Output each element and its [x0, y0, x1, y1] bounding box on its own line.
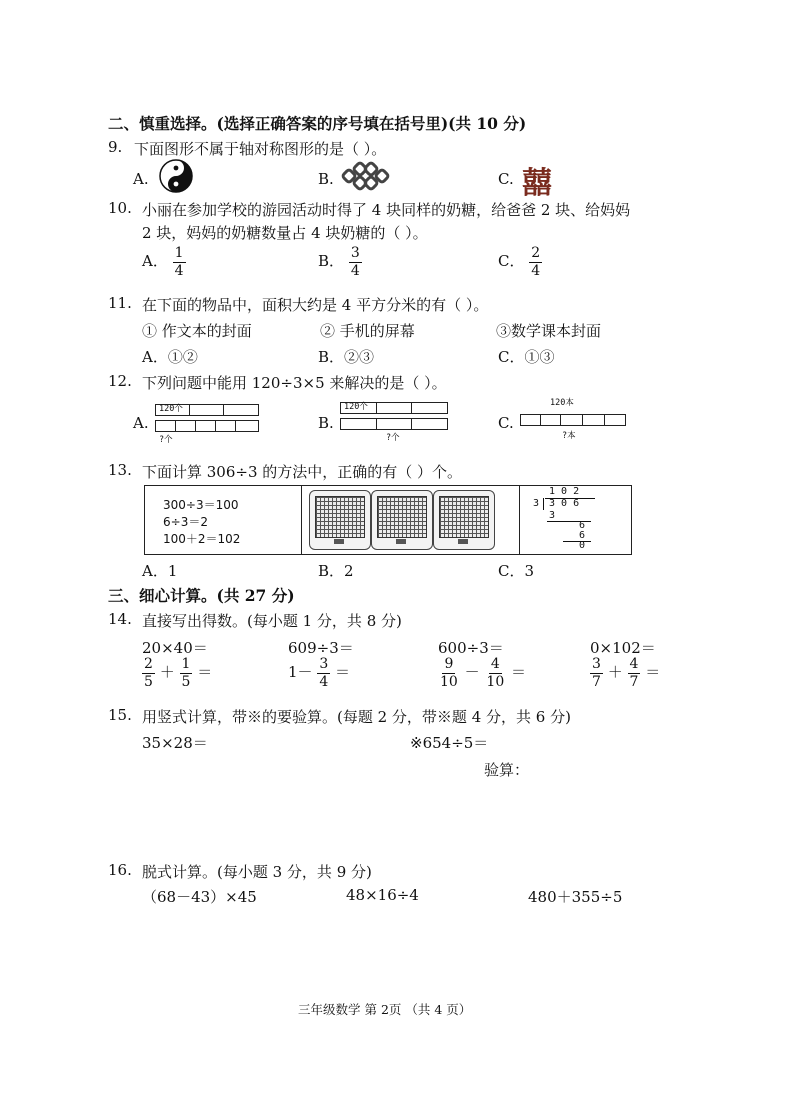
q14-expr-3: 600÷3＝ [438, 639, 504, 657]
q12-option-c-label: C. [498, 414, 514, 432]
q11-item-3: ③数学课本封面 [496, 322, 602, 340]
method-1-line-2: 6÷3＝2 [163, 515, 208, 529]
fraction: $\frac{2}{4}$ [531, 245, 541, 279]
long-division: 1 0 2 3 3 0 6 3 6 6 0 [527, 486, 627, 552]
q12-text: 下列问题中能用 120÷3×5 来解决的是（ ）。 [142, 374, 447, 392]
q11-option-c: C．①③ [498, 348, 555, 366]
yin-yang-icon [156, 158, 196, 194]
hundred-block [371, 490, 433, 550]
q14-expr-4: 0×102＝ [590, 639, 656, 657]
section-2-title: 二、慎重选择。(选择正确答案的序号填在括号里)(共 10 分) [108, 114, 527, 133]
q9-text: 下面图形不属于轴对称图形的是（ ）。 [134, 140, 387, 158]
hundred-block [309, 490, 371, 550]
q15-check-label: 验算： [484, 761, 530, 779]
q16-expr-3: 480＋355÷5 [528, 888, 623, 906]
q10-option-a: A． $\frac{1}{4}$ [142, 245, 184, 279]
q11-item-1: ① 作文本的封面 [142, 322, 252, 340]
q14-expr-8: $\frac{3}{7}$ ＋ $\frac{4}{7}$ ＝ [592, 656, 661, 690]
divisor: 3 [533, 498, 540, 509]
fraction: $\frac{3}{4}$ [350, 245, 360, 279]
q11-text: 在下面的物品中，面积大约是 4 平方分米的有（ ）。 [142, 296, 489, 314]
q12-number: 12. [108, 372, 132, 390]
q12-option-a-label: A. [133, 414, 149, 432]
q14-expr-1: 20×40＝ [142, 639, 208, 657]
q15-expr-2: ※654÷5＝ [410, 734, 489, 752]
bar-bottom [155, 420, 259, 432]
q13-option-a: A．1 [142, 562, 178, 580]
quotient: 1 0 2 [549, 486, 580, 497]
q9-option-b-label: B. [318, 170, 334, 188]
chinese-knot-icon [340, 160, 392, 192]
q13-methods-box [144, 485, 632, 555]
method-1-line-3: 100＋2＝102 [163, 532, 241, 546]
section-3-title: 三、细心计算。(共 27 分) [108, 586, 295, 605]
q9-option-c-label: C. [498, 170, 514, 188]
q9-option-a-label: A. [133, 170, 149, 188]
q15-number: 15. [108, 706, 132, 724]
q14-number: 14. [108, 610, 132, 628]
q11-option-a: A．①② [142, 348, 198, 366]
q12-option-b-label: B. [318, 414, 334, 432]
q14-expr-7: $\frac{9}{10}$ － $\frac{4}{10}$ ＝ [440, 656, 527, 690]
q16-number: 16. [108, 861, 132, 879]
hundred-block [433, 490, 495, 550]
q15-expr-1: 35×28＝ [142, 734, 208, 752]
q10-number: 10. [108, 199, 132, 217]
q11-number: 11. [108, 294, 132, 312]
method-1-line-1: 300÷3＝100 [163, 498, 239, 512]
q12-diagram-c: 120本 ?本 [520, 396, 628, 444]
q10-text-line1: 小丽在参加学校的游园活动时得了 4 块同样的奶糖，给爸爸 2 块、给妈妈 [142, 201, 631, 219]
fraction: $\frac{1}{4}$ [174, 245, 184, 279]
q16-text: 脱式计算。(每小题 3 分，共 9 分) [142, 863, 372, 881]
q14-expr-2: 609÷3＝ [288, 639, 354, 657]
q12-diagram-b: 120个 ?个 [340, 400, 448, 446]
q15-text: 用竖式计算，带※的要验算。(每题 2 分，带※题 4 分，共 6 分) [142, 708, 571, 726]
q10-option-b: B． $\frac{3}{4}$ [318, 245, 360, 279]
q9-number: 9. [108, 138, 123, 156]
q16-expr-2: 48×16÷4 [346, 886, 419, 904]
q10-text-line2: 2 块，妈妈的奶糖数量占 4 块奶糖的（ ）。 [142, 224, 428, 242]
q13-text: 下面计算 306÷3 的方法中，正确的有（ ）个。 [142, 463, 463, 481]
double-happiness-icon: 囍 [522, 166, 552, 201]
bar-bottom-label: ?个 [159, 435, 173, 445]
q13-option-c: C．3 [498, 562, 535, 580]
q13-option-b: B．2 [318, 562, 354, 580]
q14-expr-5: $\frac{2}{5}$ ＋ $\frac{1}{5}$ ＝ [144, 656, 213, 690]
q12-diagram-a [155, 402, 259, 448]
q11-item-2: ② 手机的屏幕 [320, 322, 415, 340]
q11-option-b: B．②③ [318, 348, 375, 366]
page-footer: 三年级数学 第 2页 （共 4 页） [298, 1002, 472, 1017]
q16-expr-1: （68－43）×45 [142, 888, 257, 906]
dividend: 3 0 6 [549, 498, 580, 509]
q13-number: 13. [108, 461, 132, 479]
q10-option-c: C． $\frac{2}{4}$ [498, 245, 541, 279]
q14-text: 直接写出得数。(每小题 1 分，共 8 分) [142, 612, 402, 630]
q14-expr-6: 1－ $\frac{3}{4}$ ＝ [288, 656, 351, 690]
bar-top-label: 120个 [159, 404, 183, 414]
